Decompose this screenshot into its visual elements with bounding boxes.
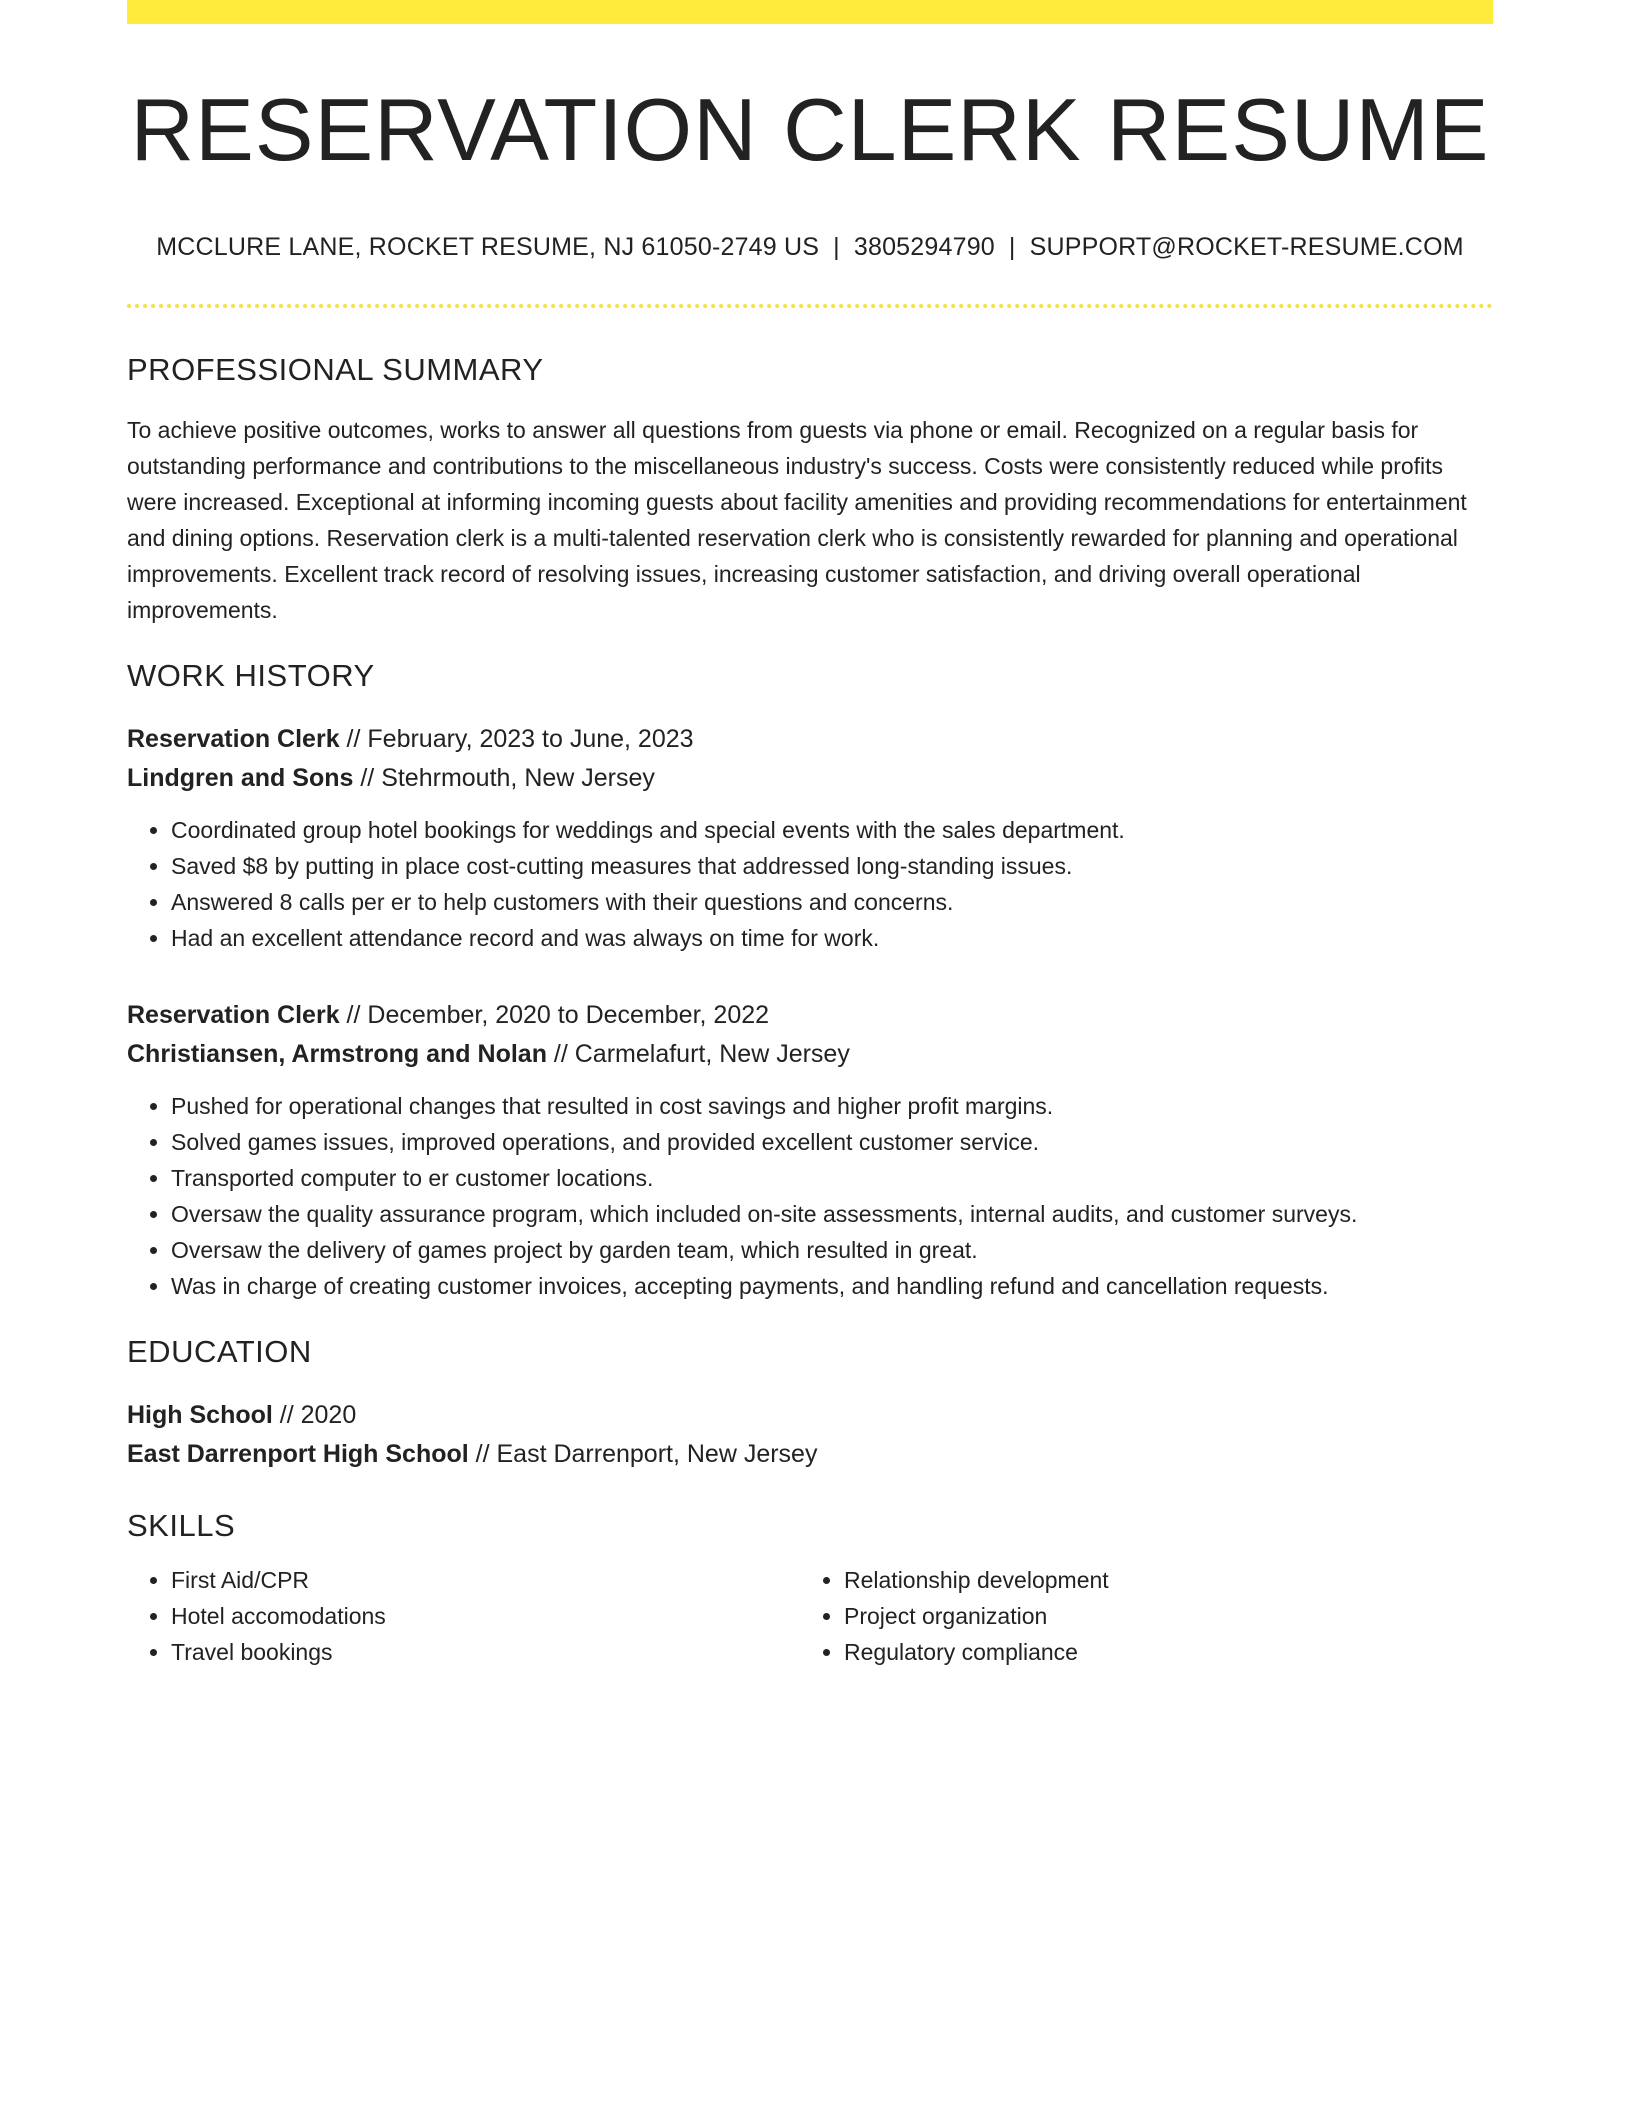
job-bullet: • Transported computer to er customer locations. xyxy=(171,1160,1493,1196)
education-year: // 2020 xyxy=(272,1400,357,1429)
contact-separator: | xyxy=(833,232,840,261)
job-bullet: • Answered 8 calls per er to help customers with their questions and concerns. xyxy=(171,884,1493,920)
education-degree-line xyxy=(127,1396,1493,1435)
job-company: Lindgren and Sons xyxy=(127,763,354,792)
contact-phone: 3805294790 xyxy=(853,232,995,261)
job-entry xyxy=(127,720,1493,956)
education-degree: High School xyxy=(127,1400,273,1429)
skill-item: • First Aid/CPR xyxy=(171,1562,800,1598)
contact-address: MCCLURE LANE, ROCKET RESUME, NJ 61050-2749 US xyxy=(156,232,820,261)
job-dates: // February, 2023 to June, 2023 xyxy=(339,724,694,753)
job-bullet: • Coordinated group hotel bookings for weddings and special events with the sales department. xyxy=(171,812,1493,848)
job-bullet: • Solved games issues, improved operations, and provided excellent customer service. xyxy=(171,1124,1493,1160)
contact-line xyxy=(127,233,1493,262)
job-title-line xyxy=(127,720,1493,759)
job-company-line xyxy=(127,1035,1493,1074)
job-title: Reservation Clerk xyxy=(127,1000,340,1029)
summary-heading: PROFESSIONAL SUMMARY xyxy=(127,351,544,387)
skill-item: • Relationship development xyxy=(844,1562,1473,1598)
skill-item: • Project organization xyxy=(844,1598,1473,1634)
job-title-line xyxy=(127,996,1493,1035)
job-bullet: • Had an excellent attendance record and was always on time for work. xyxy=(171,920,1493,956)
skill-item: • Regulatory compliance xyxy=(844,1634,1473,1670)
skills-heading: SKILLS xyxy=(127,1507,236,1543)
job-bullet: • Saved $8 by putting in place cost-cutting measures that addressed long-standing issues. xyxy=(171,848,1493,884)
job-location: // Carmelafurt, New Jersey xyxy=(546,1039,850,1068)
job-bullet: • Oversaw the quality assurance program, which included on-site assessments, internal audits, and customer surveys. xyxy=(171,1196,1493,1232)
job-dates: // December, 2020 to December, 2022 xyxy=(339,1000,770,1029)
job-bullets xyxy=(127,812,1493,956)
job-bullet: • Oversaw the delivery of games project by garden team, which resulted in great. xyxy=(171,1232,1493,1268)
skill-item: • Travel bookings xyxy=(171,1634,800,1670)
contact-separator: | xyxy=(1008,232,1016,261)
education-school: East Darrenport High School xyxy=(127,1439,469,1468)
job-entry xyxy=(127,996,1493,1304)
resume-page xyxy=(127,0,1493,1670)
job-bullet: • Pushed for operational changes that resulted in cost savings and higher profit margins. xyxy=(171,1088,1493,1124)
work-history-heading: WORK HISTORY xyxy=(127,657,375,693)
skills-grid xyxy=(127,1562,1493,1670)
job-company-line xyxy=(127,759,1493,798)
education-location: // East Darrenport, New Jersey xyxy=(468,1439,818,1468)
accent-top-bar xyxy=(127,0,1493,24)
job-location: // Stehrmouth, New Jersey xyxy=(353,763,655,792)
job-bullets xyxy=(127,1088,1493,1304)
education-heading: EDUCATION xyxy=(127,1333,312,1369)
contact-email: SUPPORT@ROCKET-RESUME.COM xyxy=(1029,232,1464,261)
resume-title: RESERVATION CLERK RESUME xyxy=(130,80,1490,179)
summary-text: To achieve positive outcomes, works to answer all questions from guests via phone or email. Recognized on a regular basis for outstanding performance and contributions to the miscellaneous industry's success. Costs were consistently reduced while profits were increased. Exceptional at informing incoming guests about facility amenities and providing recommendations for entertainment and dining options. Reservation clerk is a multi-talented reservation clerk who is consistently rewarded for planning and operational improvements. Excellent track record of resolving issues, increasing customer satisfaction, and driving overall operational improvements. xyxy=(127,416,1467,623)
job-title: Reservation Clerk xyxy=(127,724,340,753)
dotted-divider xyxy=(127,304,1493,308)
job-company: Christiansen, Armstrong and Nolan xyxy=(127,1039,547,1068)
education-entry xyxy=(127,1396,1493,1474)
skills-column-right xyxy=(800,1562,1473,1670)
skill-item: • Hotel accomodations xyxy=(171,1598,800,1634)
job-bullet: • Was in charge of creating customer invoices, accepting payments, and handling refund and cancellation requests. xyxy=(171,1268,1493,1304)
education-school-line xyxy=(127,1435,1493,1474)
skills-column-left xyxy=(127,1562,800,1670)
